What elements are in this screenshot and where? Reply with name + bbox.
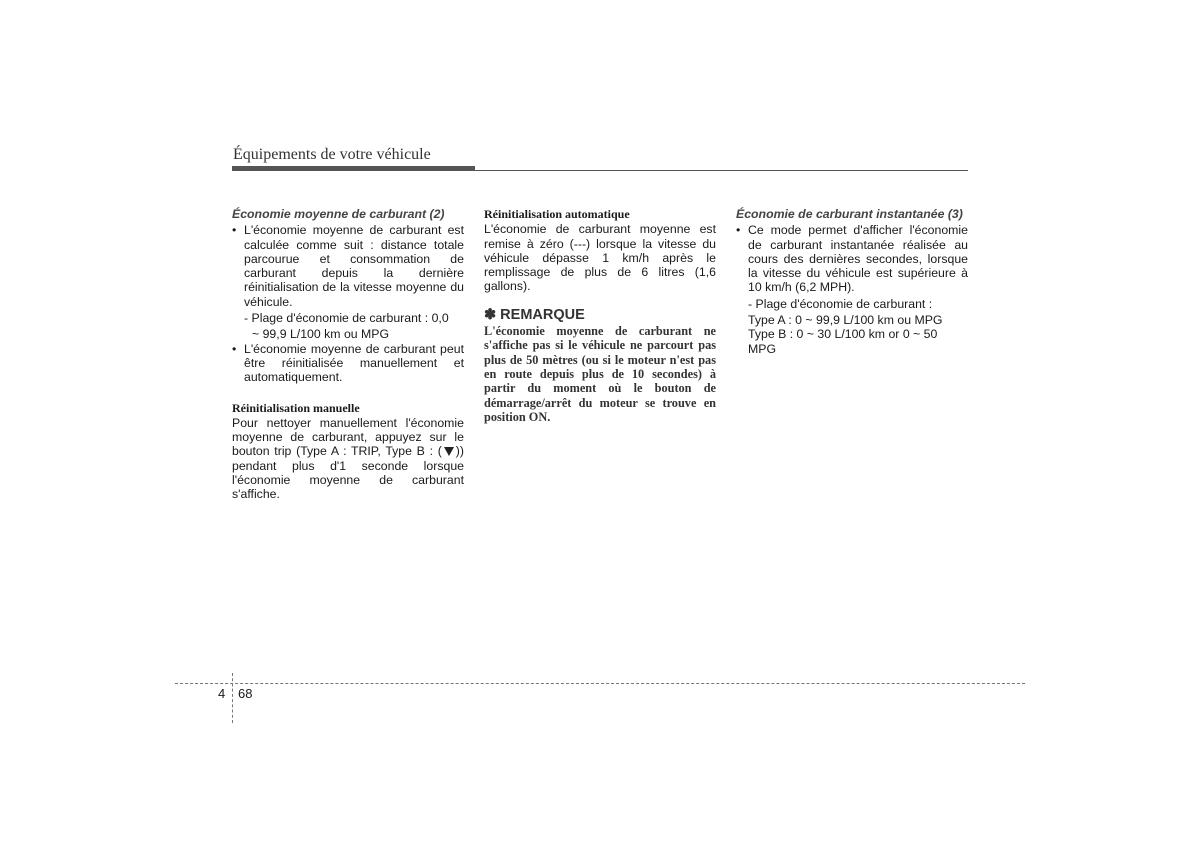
- column-right: [736, 207, 968, 356]
- manual-reset-text-start: Pour nettoyer manuellement l'économie moyenne de carburant, appuyez sur le bouton trip (Type A : TRIP, Type B : (: [232, 415, 464, 459]
- column-left: [232, 207, 464, 502]
- range-type-b: Type B : 0 ~ 30 L/100 km or 0 ~ 50 MPG: [748, 327, 938, 356]
- page-header-title: Équipements de votre véhicule: [233, 146, 431, 163]
- list-item: [736, 223, 968, 294]
- header-rule: [232, 170, 968, 171]
- paragraph-manual-reset: [232, 416, 464, 502]
- manual-reset-text-end: )) pendant plus d'1 seconde lorsque l'économie moyenne de carburant s'affiche.: [232, 444, 464, 502]
- range-line-continued: ~ 99,9 L/100 km ou MPG: [252, 327, 390, 342]
- page-number: 68: [238, 686, 253, 701]
- range-type-a: Type A : 0 ~ 99,9 L/100 km ou MPG: [748, 313, 943, 328]
- bullet-icon: •: [232, 223, 237, 238]
- footer-rule: [175, 683, 1025, 684]
- paragraph-auto-reset: L'économie de carburant moyenne est remise à zéro (---) lorsque la vitesse du véhicule dépasse 1 km/h après le remplissage de plus de 6 litres (1,6 gallons).: [484, 222, 716, 294]
- note-body: L'économie moyenne de carburant ne s'affiche pas si le véhicule ne parcourt pas plus de 50 mètres (ou si le moteur n'est pas en route depuis plus de 10 secondes) à partir du moment où le bouton de démarrage/arrêt du moteur se trouve en position ON.: [484, 324, 716, 424]
- bullet-list: [232, 342, 464, 385]
- note-heading: ✽ REMARQUE: [484, 306, 585, 323]
- list-item: [232, 342, 464, 385]
- section-heading-instant-economy: Économie de carburant instantanée (3): [736, 207, 963, 221]
- range-line: - Plage d'économie de carburant : 0,0: [244, 311, 449, 326]
- column-middle: [484, 207, 716, 424]
- bullet-list: [736, 223, 968, 294]
- list-item: [232, 223, 464, 309]
- section-heading-average-economy: Économie moyenne de carburant (2): [232, 207, 445, 221]
- list-item-text: Ce mode permet d'afficher l'économie de carburant instantanée réalisée au cours des dernières secondes, lorsque la vitesse du véhicule est supérieure à 10 km/h (6,2 MPH).: [748, 223, 968, 295]
- down-triangle-icon: [444, 447, 454, 456]
- footer-divider: [232, 673, 233, 723]
- section-heading-manual-reset: Réinitialisation manuelle: [232, 400, 360, 415]
- list-item-text: L'économie moyenne de carburant peut être réinitialisée manuellement et automatiquement.: [244, 341, 464, 385]
- section-heading-auto-reset: Réinitialisation automatique: [484, 207, 630, 221]
- bullet-icon: •: [736, 223, 741, 238]
- list-item-text: L'économie moyenne de carburant est calculée comme suit : distance totale parcourue et consommation de carburant depuis la dernière réinitialisation de la vitesse moyenne du véhicule.: [244, 223, 464, 309]
- bullet-list: [232, 223, 464, 309]
- bullet-icon: •: [232, 341, 237, 356]
- chapter-number: 4: [218, 686, 226, 701]
- range-label: - Plage d'économie de carburant :: [748, 296, 933, 311]
